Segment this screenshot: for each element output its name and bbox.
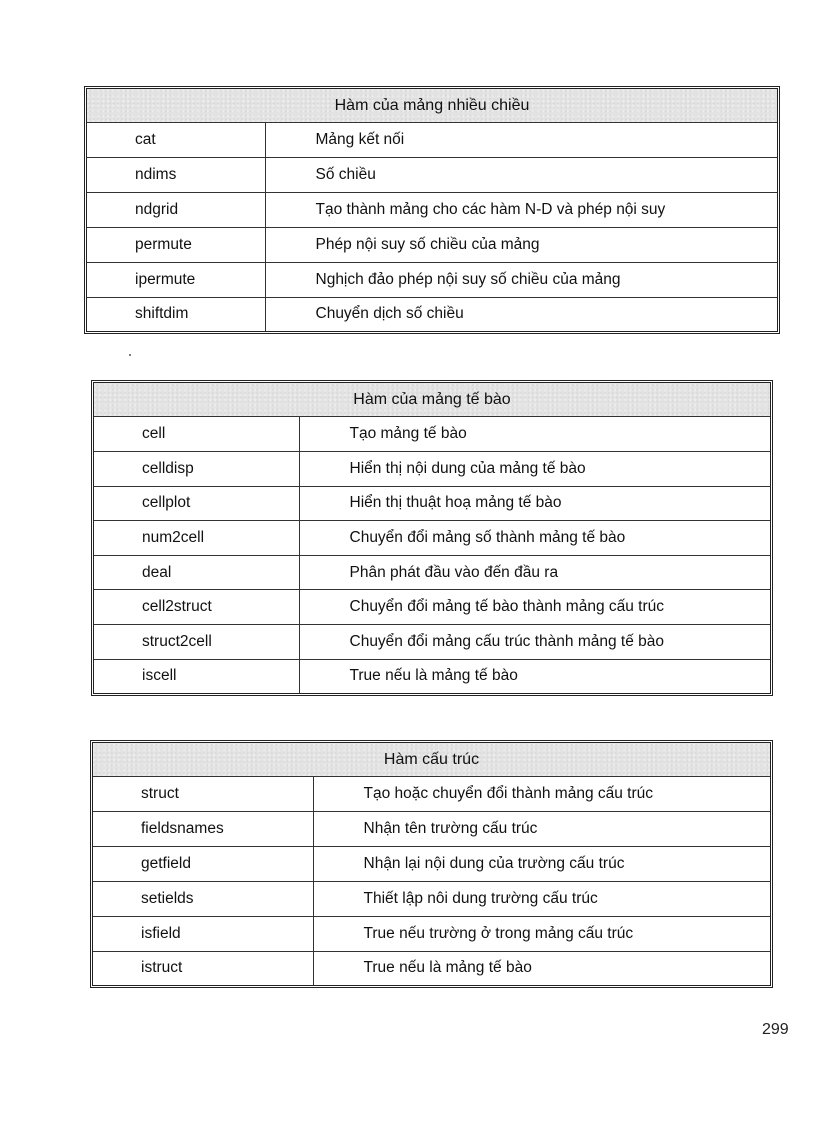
function-description: Chuyển đổi mảng tế bào thành mảng cấu trúc	[299, 590, 770, 625]
function-description: Mảng kết nối	[265, 123, 777, 158]
table-row	[87, 262, 777, 297]
function-name: celldisp	[94, 451, 299, 486]
function-description: Hiển thị nội dung của mảng tế bào	[299, 451, 770, 486]
function-name: cat	[87, 123, 265, 158]
function-name: fieldsnames	[93, 812, 313, 847]
table-row	[94, 659, 770, 693]
function-name: setields	[93, 881, 313, 916]
function-description: True nếu là mảng tế bào	[313, 951, 770, 985]
table-row	[94, 590, 770, 625]
table-row	[87, 123, 777, 158]
function-name: getfield	[93, 847, 313, 882]
function-name: ndims	[87, 158, 265, 193]
function-description: Chuyển dịch số chiều	[265, 297, 777, 331]
stray-dot	[129, 354, 131, 356]
function-description: Tạo thành mảng cho các hàm N-D và phép nội suy	[265, 193, 777, 228]
function-description: Số chiều	[265, 158, 777, 193]
function-description: Tạo hoặc chuyển đổi thành mảng cấu trúc	[313, 777, 770, 812]
function-description: Hiển thị thuật hoạ mảng tế bào	[299, 486, 770, 521]
table-row	[93, 777, 770, 812]
table-struct-functions	[90, 740, 773, 988]
table-multidimensional-array-functions	[84, 86, 780, 334]
table-row	[93, 881, 770, 916]
function-name: shiftdim	[87, 297, 265, 331]
table-row	[94, 625, 770, 660]
function-name: iscell	[94, 659, 299, 693]
table-row	[87, 158, 777, 193]
function-description: Phép nội suy số chiều của mảng	[265, 227, 777, 262]
function-description: Thiết lập nôi dung trường cấu trúc	[313, 881, 770, 916]
function-name: struct2cell	[94, 625, 299, 660]
function-description: True nếu trường ở trong mảng cấu trúc	[313, 916, 770, 951]
function-description: Tạo mảng tế bào	[299, 417, 770, 452]
function-name: cell2struct	[94, 590, 299, 625]
function-description: Chuyển đổi mảng cấu trúc thành mảng tế bào	[299, 625, 770, 660]
table-row	[94, 417, 770, 452]
table-title: Hàm của mảng tế bào	[94, 383, 770, 417]
table-row	[94, 555, 770, 590]
function-name: ndgrid	[87, 193, 265, 228]
function-name: cellplot	[94, 486, 299, 521]
function-description: Nghịch đảo phép nội suy số chiều của mảng	[265, 262, 777, 297]
table-row	[87, 297, 777, 331]
table-row	[87, 227, 777, 262]
function-description: Nhận lại nội dung của trường cấu trúc	[313, 847, 770, 882]
page-number: 299	[762, 1021, 789, 1038]
table-title: Hàm của mảng nhiều chiều	[87, 89, 777, 123]
function-name: permute	[87, 227, 265, 262]
function-description: True nếu là mảng tế bào	[299, 659, 770, 693]
function-description: Nhận tên trường cấu trúc	[313, 812, 770, 847]
table-row	[93, 847, 770, 882]
function-name: cell	[94, 417, 299, 452]
function-name: struct	[93, 777, 313, 812]
function-description: Phân phát đầu vào đến đầu ra	[299, 555, 770, 590]
function-description: Chuyển đổi mảng số thành mảng tế bào	[299, 521, 770, 556]
table-row	[93, 812, 770, 847]
table-row	[94, 451, 770, 486]
table-row	[93, 916, 770, 951]
function-name: num2cell	[94, 521, 299, 556]
table-title: Hàm cấu trúc	[93, 743, 770, 777]
function-name: ipermute	[87, 262, 265, 297]
table-row	[94, 521, 770, 556]
function-name: deal	[94, 555, 299, 590]
table-row	[94, 486, 770, 521]
table-cell-array-functions	[91, 380, 773, 696]
table-row	[93, 951, 770, 985]
function-name: isfield	[93, 916, 313, 951]
table-row	[87, 193, 777, 228]
function-name: istruct	[93, 951, 313, 985]
